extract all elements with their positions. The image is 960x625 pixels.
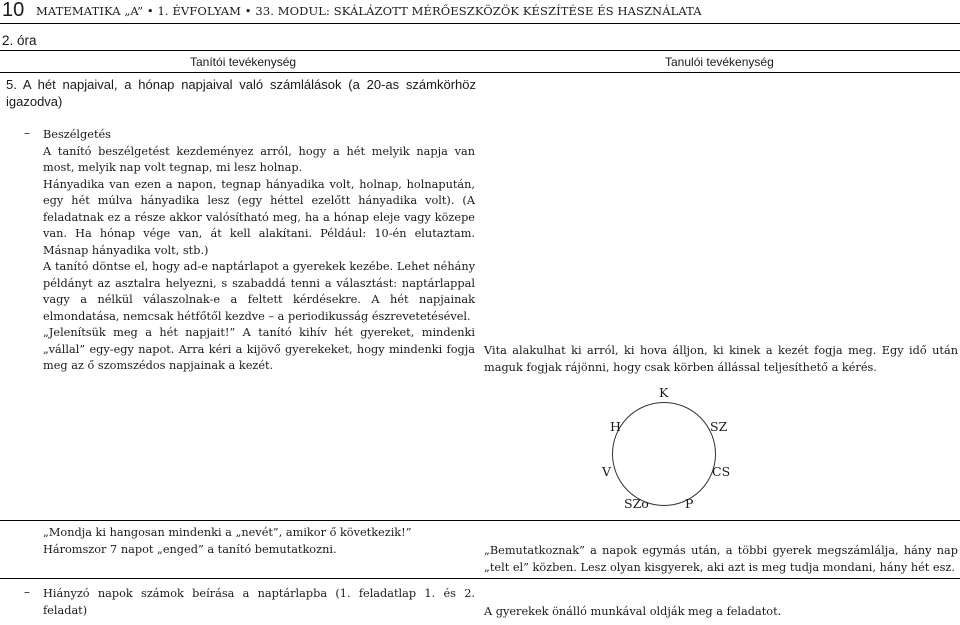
bullet-dash: –	[24, 126, 30, 140]
day-label-cs: CS	[712, 464, 731, 479]
section-title: 5. A hét napjaival, a hónap napjaival való számlálások (a 20-as számkörhöz igazodva)	[6, 77, 476, 109]
teacher-activity-2	[43, 525, 475, 558]
column-header-student: Tanulói tevékenység	[665, 55, 774, 69]
paragraph-calendar-choice: A tanító döntse el, hogy ad-e naptárlapot a gyerekek kezébe. Lehet néhány példányt az asztalra helyezni, s szabaddá tenni a választást: naptárlappal vagy a nélkül válaszolnak-e a feltett kérdésekre. A hét napjainak elmondatása, nemcsak hétfőtől kezdve – a periodikusság észrevetetésével.	[43, 260, 475, 323]
paragraph-dates-question: Hányadika van ezen a napon, tegnap hányadika volt, holnap, holnapután, egy hét múlva hányadika lesz (egy héttel ezelőtt hányadika volt). (A feladatnak ez a része akkor valósítható meg, ha a hónap eleje vagy közepe van. Ha hónap vége van, át kell alakítani. Például: 10-én elutaztam. Másnap hányadika volt, stb.)	[43, 177, 475, 257]
student-activity-1: Vita alakulhat ki arról, ki hova álljon, ki kinek a kezét fogja meg. Egy idő után maguk fogjak rájönni, hogy csak körben állással teljesíthető a kérés.	[484, 344, 958, 374]
column-header-divider	[0, 72, 960, 73]
row-divider-2	[0, 520, 960, 521]
paragraph-days-question: A tanító beszélgetést kezdeményez arról, hogy a hét melyik napja van most, melyik nap volt tegnap, mi lesz holnap.	[43, 144, 475, 174]
running-title: MATEMATIKA „A” • 1. ÉVFOLYAM • 33. MODUL: SKÁLÁZOTT MÉRŐESZKÖZÖK KÉSZÍTÉSE ÉS HASZNÁLATA	[36, 4, 702, 18]
page-header	[0, 0, 960, 24]
hour-divider	[0, 50, 960, 51]
day-label-p: P	[685, 496, 694, 511]
teacher-activity-1	[43, 127, 475, 375]
days-circle-diagram	[560, 385, 780, 515]
header-divider	[0, 23, 960, 24]
student-activity-3: A gyerekek önálló munkával oldják meg a feladatot.	[484, 605, 782, 618]
bullet-dash: –	[24, 585, 30, 599]
day-label-szo: SZo	[624, 496, 649, 511]
teacher-activity-3: Hiányzó napok számok beírása a naptárlapba (1. feladatlap 1. és 2. feladat)	[43, 587, 475, 617]
lesson-hour: 2. óra	[2, 33, 37, 48]
column-header-teacher: Tanítói tevékenység	[190, 55, 297, 69]
day-label-sz: SZ	[710, 419, 728, 434]
row-divider-3	[0, 578, 960, 579]
paragraph-three-times: Háromszor 7 napot „enged” a tanító bemutatkozni.	[43, 542, 337, 556]
days-circle	[612, 402, 716, 506]
paragraph-conversation: Beszélgetés	[43, 128, 111, 141]
paragraph-say-name: „Mondja ki hangosan mindenki a „nevét”, amikor ő következik!”	[43, 526, 412, 539]
paragraph-show-days: „Jelenítsük meg a hét napjait!” A tanító kihív hét gyereket, mindenki „vállal” egy-egy napot. Arra kéri a kijövő gyerekeket, hogy mindenki fogja meg az ő szomszédos napjainak a kezét.	[43, 326, 475, 372]
page-number: 10	[2, 0, 25, 21]
day-label-v: V	[602, 464, 612, 479]
day-label-h: H	[610, 419, 621, 434]
day-label-k: K	[659, 385, 669, 400]
student-activity-2: „Bemutatkoznak” a napok egymás után, a többi gyerek megszámlálja, hány nap „telt el” közben. Lesz olyan kisgyerek, aki azt is meg tudja mondani, hány hét esz.	[484, 544, 958, 574]
